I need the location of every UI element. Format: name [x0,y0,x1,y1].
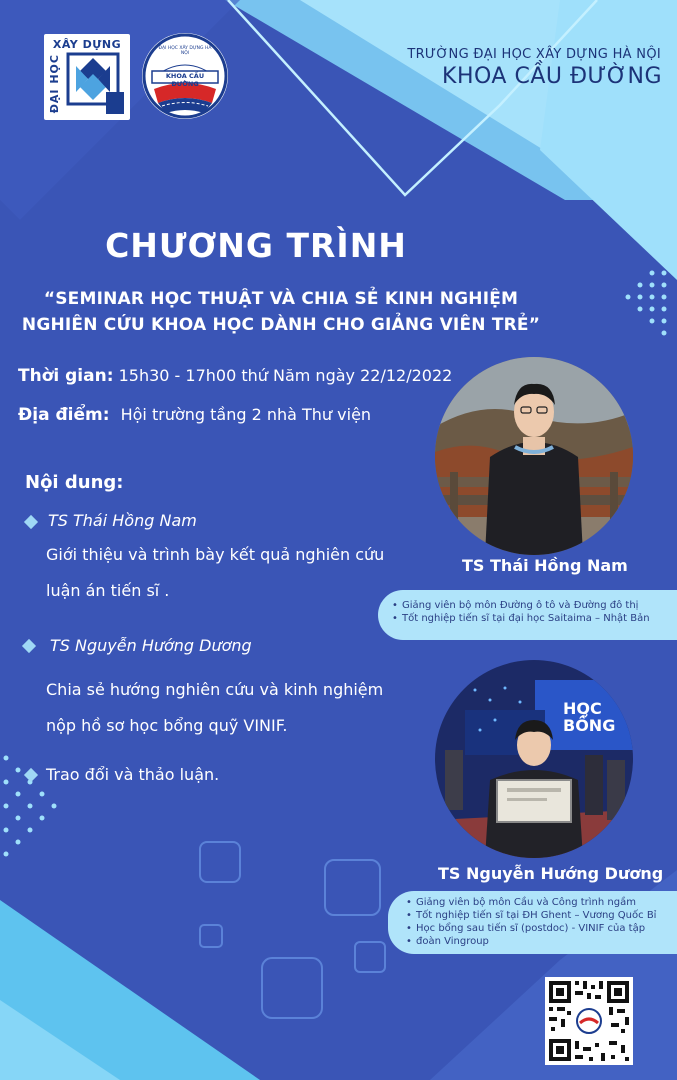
speaker-2-photo [435,660,633,858]
event-time [18,366,452,386]
logo-text-side: ĐẠI HỌC [48,54,61,114]
faculty-logo [142,33,228,119]
place-label: Địa điểm: [18,405,110,425]
place-value: Hội trường tầng 2 nhà Thư viện [120,405,372,424]
speaker-1-name: TS Thái Hồng Nam [462,556,628,575]
subtitle-line-2: NGHIÊN CỨU KHOA HỌC DÀNH CHO GIẢNG VIÊN TRẺ” [21,315,541,335]
agenda-desc-2 [46,672,406,744]
agenda-desc-2-line-1: Chia sẻ hướng nghiên cứu và kinh nghiệm [46,680,384,699]
subtitle-line-1: “SEMINAR HỌC THUẬT VÀ CHIA SẺ KINH NGHIỆM [43,289,519,309]
agenda-desc-1-line-1: Giới thiệu và trình bày kết quả nghiên cứu [46,545,385,564]
agenda-desc-1 [46,537,406,609]
agenda-discussion: Trao đổi và thảo luận. [46,765,220,784]
agenda-desc-1-line-2: luận án tiến sĩ . [46,581,170,600]
speaker-2-info-box [388,891,677,954]
speaker-1-info-box [378,590,677,640]
speaker-1-photo [435,357,633,555]
faculty-name: KHOA CẦU ĐƯỜNG [442,64,662,89]
speaker-2-bullet: • Học bổng sau tiến sĩ (postdoc) - VINIF của tập [416,922,677,935]
agenda-speaker-1: TS Thái Hồng Nam [48,511,197,530]
logo-text-top: XÂY DỰNG [52,38,122,51]
qr-code-icon [545,977,633,1065]
speaker-1-bullet: • Tốt nghiệp tiến sĩ tại đại học Saitaima – Nhật Bản [402,612,677,625]
speaker-2-bullet: • Tốt nghiệp tiến sĩ tại ĐH Ghent – Vương Quốc Bỉ [416,909,677,922]
speaker-2-name: TS Nguyễn Hướng Dương [438,864,664,883]
logo-seal-arc-text: ĐẠI HỌC XÂY DỰNG HÀ NỘI [158,46,212,56]
university-name: TRƯỜNG ĐẠI HỌC XÂY DỰNG HÀ NỘI [407,47,661,62]
logo-emblem-icon [66,52,126,116]
speaker-2-bullet: • Giảng viên bộ môn Cầu và Công trình ngầm [416,896,677,909]
event-place [18,405,371,425]
speaker-1-bullet: • Giảng viên bộ môn Đường ô tô và Đường đô thị [402,599,677,612]
time-label: Thời gian: [18,366,114,386]
photo-banner-text: HỌC BỔNG [563,699,616,735]
qr-code[interactable] [545,977,633,1065]
logo-seal-text: KHOA CẦU ĐƯỜNG [165,72,205,88]
speaker-2-bullet-text: đoàn Vingroup [416,936,489,947]
content-heading: Nội dung: [25,472,124,493]
speaker-photo-image [435,660,633,858]
event-subtitle [0,286,562,338]
agenda-desc-2-line-2: nộp hồ sơ học bổng quỹ VINIF. [46,716,288,735]
university-logo [44,34,130,120]
agenda-speaker-2: TS Nguyễn Hướng Dương [50,636,252,655]
speaker-2-bullet-continued [416,935,677,948]
page-title: CHƯƠNG TRÌNH [105,226,407,265]
speaker-photo-image [435,357,633,555]
time-value: 15h30 - 17h00 thứ Năm ngày 22/12/2022 [118,366,453,385]
